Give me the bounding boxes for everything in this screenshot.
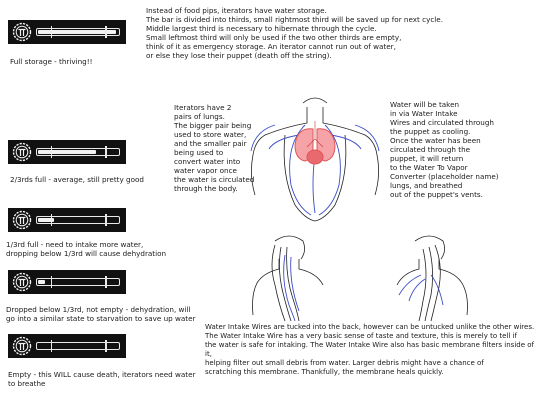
third-divider-tick [105, 146, 107, 158]
intro-text: Instead of food pips, iterators have water storage. The bar is divided into thirds, small rightmost third will be saved up for next cycle. Middle largest third is necessary to hibernate through the cycle. Small leftmost third will only be used if the two other thirds are empty, think of it as emergency storage. An iterator cannot run out of water, or else they lose their puppet (death off the string). [146, 6, 443, 60]
lungs-text: Iterators have 2 pairs of lungs. The bigger pair being used to store water, and the smaller pair being used to convert water into water vapor once the water is circulated through the body. [174, 103, 255, 193]
water-storage-empty [8, 334, 126, 358]
water-storage-fill [38, 150, 96, 154]
water-storage-bar [36, 278, 120, 286]
state-caption-empty: Empty - this WILL cause death, iterators need water to breathe [8, 370, 196, 388]
state-caption-full: Full storage - thriving!! [10, 57, 93, 66]
iterator-symbol-icon [12, 22, 32, 42]
water-storage-bar [36, 216, 120, 224]
water-storage-dehydrated [8, 270, 126, 294]
third-divider-tick [51, 276, 53, 288]
state-caption-dehydrated: Dropped below 1/3rd, not empty - dehydration, will go into a similar state to starvation to save up water [6, 305, 196, 323]
third-divider-tick [51, 340, 53, 352]
puppet-back-view-tucked [245, 235, 335, 323]
state-caption-one-third: 1/3rd full - need to intake more water, dropping below 1/3rd will cause dehydration [6, 240, 167, 258]
water-intake-wires-text: Water Intake Wires are tucked into the back, however can be untucked unlike the other wires. The Water Intake Wire has a very basic sense of taste and texture, this is merely to tell if the water is safe for intaking. The Water Intake Wire also has basic membrane filters inside of it, helping filter out small debris from water. Larger debris might have a chance of scratching this membrane. Thankfully, the membrane heals quickly. [205, 323, 535, 376]
water-storage-two-thirds [8, 140, 126, 164]
water-storage-bar [36, 148, 120, 156]
puppet-torso-illustration [245, 95, 385, 223]
iterator-symbol-icon [12, 142, 32, 162]
third-divider-tick [51, 214, 53, 226]
water-storage-full [8, 20, 126, 44]
water-storage-one-third [8, 208, 126, 232]
water-storage-bar [36, 342, 120, 350]
third-divider-tick [105, 276, 107, 288]
third-divider-tick [105, 214, 107, 226]
third-divider-tick [51, 146, 53, 158]
third-divider-tick [105, 340, 107, 352]
third-divider-tick [105, 26, 107, 38]
iterator-symbol-icon [12, 272, 32, 292]
iterator-symbol-icon [12, 336, 32, 356]
third-divider-tick [51, 26, 53, 38]
water-storage-fill [38, 280, 45, 284]
puppet-back-view-untucked [385, 235, 475, 323]
water-storage-bar [36, 28, 120, 36]
water-circulation-text: Water will be taken in via Water Intake Wires and circulated through the puppet as cooling. Once the water has been circulated through the puppet, it will return to the Water To Vapor Converter (placeholder name) lungs, and breathed out of the puppet's vents. [390, 100, 499, 199]
iterator-symbol-icon [12, 210, 32, 230]
state-caption-two-thirds: 2/3rds full - average, still pretty good [10, 175, 144, 184]
